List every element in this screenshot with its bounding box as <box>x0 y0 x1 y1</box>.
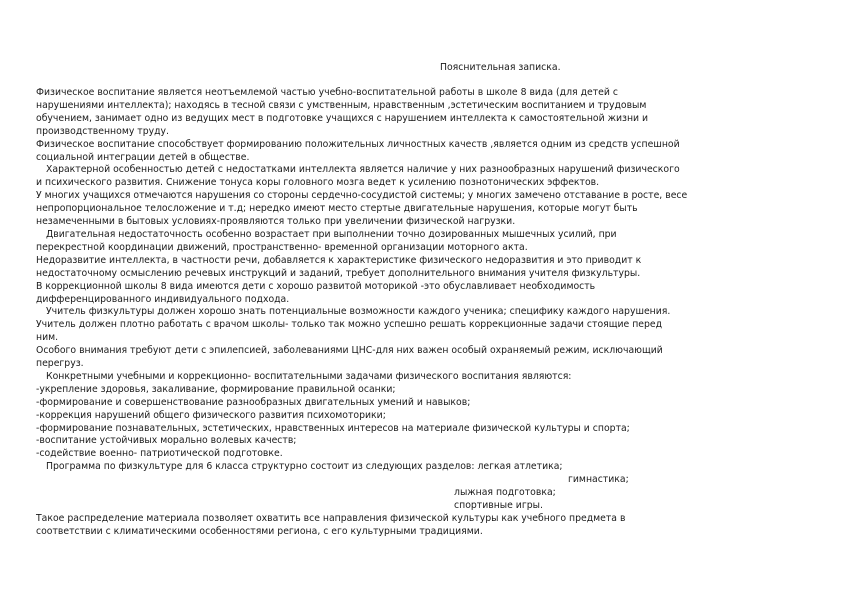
section-item: спортивные игры. <box>454 500 543 511</box>
text-line: непропорциональное телосложение и т.д; нередко имеют место стертые двигательные нарушения, которые могут быть <box>36 203 638 215</box>
text-line: Двигательная недостаточность особенно возрастает при выполнении точно дозированных мышечных усилий, при <box>46 228 617 240</box>
text-line: Учитель должен плотно работать с врачом школы- только так можно успешно решать коррекционные задачи стоящие перед <box>36 319 663 331</box>
text-line: Особого внимания требуют дети с эпилепсией, заболеваниями ЦНС-для них важен особый охраняемый режим, исключающий <box>36 345 663 357</box>
text-line: перегруз. <box>36 358 84 370</box>
list-item: -воспитание устойчивых морально волевых качеств; <box>36 435 297 447</box>
text-line: недостаточному осмыслению речевых инструкций и заданий, требует дополнительного внимания учителя физкультуры. <box>36 267 641 279</box>
text-line: Программа по физкультуре для 6 класса структурно состоит из следующих разделов: легкая атлетика; <box>46 461 563 473</box>
text-line: перекрестной координации движений, пространственно- временной организации моторного акта. <box>36 241 528 253</box>
text-line: У многих учащихся отмечаются нарушения со стороны сердечно-сосудистой системы; у многих замечено отставание в росте, весе <box>36 190 688 202</box>
list-item: -формирование познавательных, эстетических, нравственных интересов на материале физической культуры и спорта; <box>36 422 630 434</box>
document-title: Пояснительная записка. <box>440 62 561 73</box>
text-line: и психического развития. Снижение тонуса коры головного мозга ведет к усилению познотонических эффектов. <box>36 177 600 189</box>
list-item: -коррекция нарушений общего физического развития психомоторики; <box>36 409 386 421</box>
text-line: Характерной особенностью детей с недостатками интеллекта является наличие у них разнообразных нарушений физического <box>46 164 680 176</box>
text-line: дифференцированного индивидуального подхода. <box>36 293 290 305</box>
text-line: Физическое воспитание является неотъемлемой частью учебно-воспитательной работы в школе 8 вида (для детей с <box>36 87 618 98</box>
list-item: -укрепление здоровья, закаливание, формирование правильной осанки; <box>36 383 396 395</box>
text-line: Конкретными учебными и коррекционно- воспитательными задачами физического воспитания являются: <box>46 370 572 382</box>
text-line: Учитель физкультуры должен хорошо знать потенциальные возможности каждого ученика; специфику каждого нарушения. <box>46 306 671 318</box>
text-line: социальной интеграции детей в обществе. <box>36 151 250 163</box>
document-body <box>36 87 816 539</box>
text-line: Такое распределение материала позволяет охватить все направления физической культуры как учебного предмета в <box>36 512 626 524</box>
text-line: обучением, занимает одно из ведущих мест в подготовке учащихся с нарушением интеллекта к самостоятельной жизни и <box>36 112 649 124</box>
text-line: Физическое воспитание способствует формированию положительных личностных качеств ,является одним из средств успешной <box>36 138 680 150</box>
section-item: гимнастика; <box>568 474 629 486</box>
text-line: нарушениями интеллекта); находясь в тесной связи с умственным, нравственным ,эстетическим воспитанием и трудовым <box>36 99 647 111</box>
list-item: -формирование и совершенствование разнообразных двигательных умений и навыков; <box>36 396 471 408</box>
text-line: незамеченными в бытовых условиях-проявляются только при увеличении физической нагрузки. <box>36 216 516 228</box>
text-line: В коррекционной школы 8 вида имеются дети с хорошо развитой моторикой -это обуславливает необходимость <box>36 280 596 292</box>
text-line: производственному труду. <box>36 125 169 137</box>
text-line: Недоразвитие интеллекта, в частности речи, добавляется к характеристике физического недоразвития и это приводит к <box>36 254 642 266</box>
section-item: лыжная подготовка; <box>454 487 556 499</box>
text-line: ним. <box>36 332 59 344</box>
text-line: соответствии с климатическими особенностями региона, с его культурными традициями. <box>36 525 483 537</box>
list-item: -содействие военно- патриотической подготовке. <box>36 448 283 460</box>
